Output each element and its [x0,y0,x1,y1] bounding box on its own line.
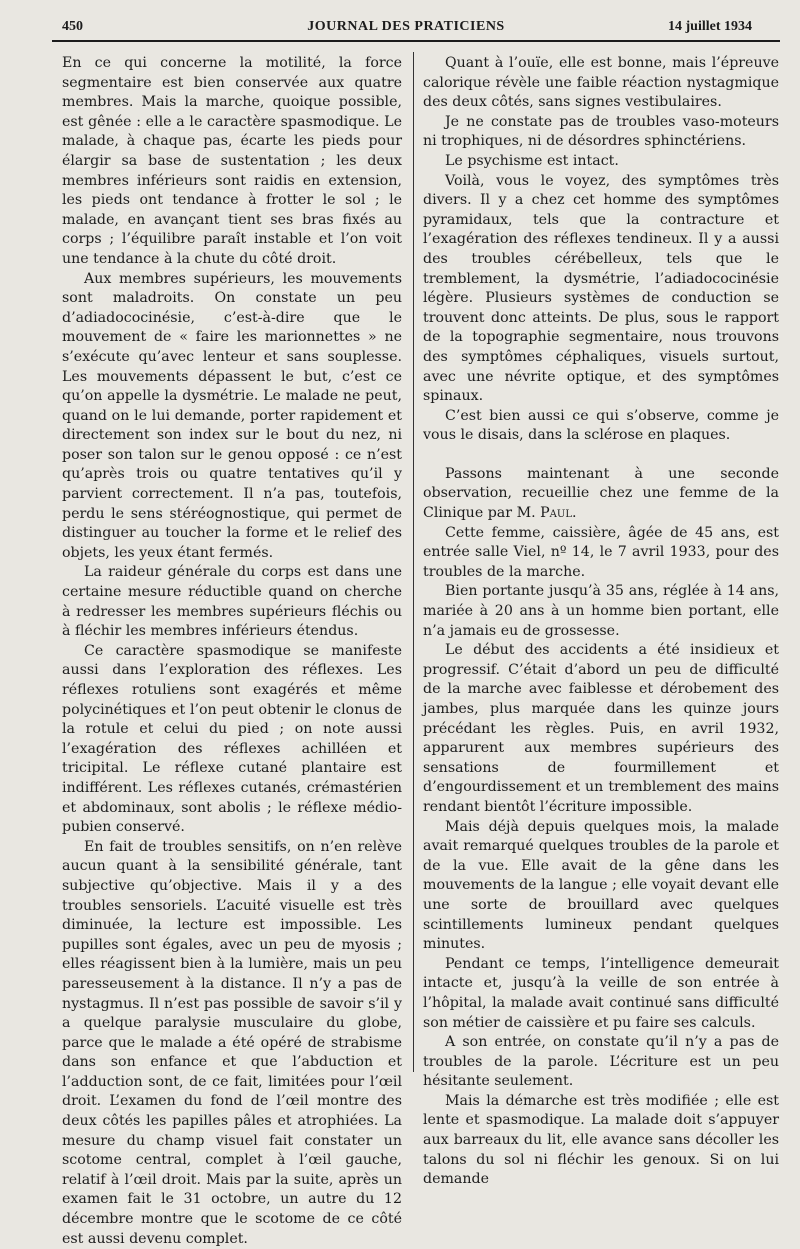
paragraph: Aux membres supérieurs, les mouvements sont maladroits. On constate un peu d’adiadococinésie, c’est-à-dire que le mouvement de « faire les marionnettes » ne s’exécute qu’avec lenteur et sans souplesse. Les mouvements dépassent le but, c’est ce qu’on appelle la dysmétrie. Le malade ne peut, quand on le lui demande, porter rapidement et directement son index sur le bout du nez, ni poser son talon sur le genou opposé : ce n’est qu’après trois ou quatre tentatives qu’il y parvient correctement. Il n’a pas, toutefois, perdu le sens stéréognostique, qui permet de distinguer au toucher la forme et le relief des objets, les yeux étant fermés. [62,270,402,561]
left-column [62,54,402,1249]
paragraph: Voilà, vous le voyez, des symptômes très divers. Il y a chez cet homme des symptômes pyramidaux, tels que la contracture et l’exagération des réflexes tendineux. Il y a aussi des troubles cérébelleux, tels que le tremblement, la dysmétrie, l’adiadococinésie légère. Plusieurs systèmes de conduction se trouvent donc atteints. De plus, sous le rapport de la topographie segmentaire, nous trouvons des symptômes céphaliques, visuels surtout, avec une névrite optique, et des symptômes spinaux. [423,172,779,405]
paragraph: Le psychisme est intact. [445,152,619,169]
journal-title: JOURNAL DES PRATICIENS [307,19,505,34]
paragraph: La raideur générale du corps est dans une certaine mesure réductible quand on cherche à redresser les membres supérieurs fléchis ou à fléchir les membres inférieurs étendus. [62,564,402,640]
paragraph: Mais la démarche est très modifiée ; elle est lente et spasmodique. La malade doit s’appuyer aux barreaux du lit, elle avance sans décoller les talons du sol ni fléchir les genoux. Si on lui demande [423,1092,779,1188]
paragraph: Bien portante jusqu’à 35 ans, réglée à 14 ans, mariée à 20 ans à un homme bien portant, elle n’a jamais eu de grossesse. [423,583,779,639]
column-divider [413,52,414,1072]
paragraph: C’est bien aussi ce qui s’observe, comme je vous le disais, dans la sclérose en plaques. [423,407,779,444]
right-column [423,54,779,1190]
paragraph: En fait de troubles sensitifs, on n’en relève aucun quant à la sensibilité générale, tant subjective qu’objective. Mais il y a des troubles sensoriels. L’acuité visuelle est très diminuée, la lecture est impossible. Les pupilles sont égales, avec un peu de myosis ; elles réagissent bien à la lumière, mais un peu paresseusement à la distance. Il n’y a pas de nystagmus. Il n’est pas possible de savoir s’il y a quelque paralysie musculaire du globe, parce que le malade a été opéré de strabisme dans son enfance et que l’abduction et l’adduction sont, de ce fait, limitées pour l’œil droit. L’examen du fond de l’œil montre des deux côtés les papilles pâles et atrophiées. La mesure du champ visuel fait constater un scotome central, complet à l’œil gauche, relatif à l’œil droit. Mais par la suite, après un examen fait le 31 octobre, un autre du 12 décembre montre que le scotome de ce côté est aussi devenu complet. [62,838,402,1247]
paragraph: Ce caractère spasmodique se manifeste aussi dans l’exploration des réflexes. Les réflexes rotuliens sont exagérés et même polycinétiques et l’on peut obtenir le clonus de la rotule et celui du pied ; on note aussi l’exagération des réflexes achilléen et tricipital. Le réflexe cutané plantaire est indifférent. Les réflexes cutanés, crémastérien et abdominaux, sont abolis ; le réflexe médio-pubien conservé. [62,642,402,836]
issue-date: 14 juillet 1934 [668,19,752,34]
page-header [52,17,760,39]
header-rule [52,40,780,42]
paragraph: Je ne constate pas de troubles vaso-moteurs ni trophiques, ni de désordres sphinctériens. [423,113,779,150]
paragraph: Cette femme, caissière, âgée de 45 ans, est entrée salle Viel, nº 14, le 7 avril 1933, pour des troubles de la marche. [423,524,779,580]
section-intro [423,465,779,524]
paragraph: En ce qui concerne la motilité, la force segmentaire est bien conservée aux quatre membres. Mais la marche, quoique possible, est gênée : elle a le caractère spasmodique. Le malade, à chaque pas, écarte les pieds pour élargir sa base de sustentation ; les deux membres inférieurs sont raidis en extension, les pieds ont tendance à frotter le sol ; le malade, en avançant tient ses bras fixés au corps ; l’équilibre paraît instable et l’on voit une tendance à la chute du côté droit. [62,55,402,267]
intro-text: Passons maintenant à une seconde observation, recueillie chez une femme de la Clinique par [423,465,779,522]
paragraph: Pendant ce temps, l’intelligence demeurait intacte et, jusqu’à la veille de son entrée à l’hôpital, la malade avait continué sans difficulté son métier de caissière et pu faire ses calculs. [423,955,779,1031]
paragraph: Le début des accidents a été insidieux et progressif. C’était d’abord un peu de difficulté de la marche avec faiblesse et dérobement des jambes, plus marquée dans les quinze jours précédant les règles. Puis, en avril 1932, apparurent aux membres supérieurs des sensations de fourmillement et d’engourdissement et un tremblement des mains rendant bientôt l’écriture impossible. [423,642,779,815]
paragraph: Mais déjà depuis quelques mois, la malade avait remarqué quelques troubles de la parole et de la vue. Elle avait de la gêne dans les mouvements de la langue ; elle voyait devant elle une sorte de brouillard avec quelques scintillements lumineux pendant quelques minutes. [423,818,779,953]
page-number: 450 [62,19,83,34]
author-name: M. Paul. [516,505,577,522]
paragraph: Quant à l’ouïe, elle est bonne, mais l’épreuve calorique révèle une faible réaction nystagmique des deux côtés, sans signes vestibulaires. [423,55,779,111]
paragraph: A son entrée, on constate qu’il n’y a pas de troubles de la parole. L’écriture est un peu hésitante seulement. [423,1034,779,1090]
